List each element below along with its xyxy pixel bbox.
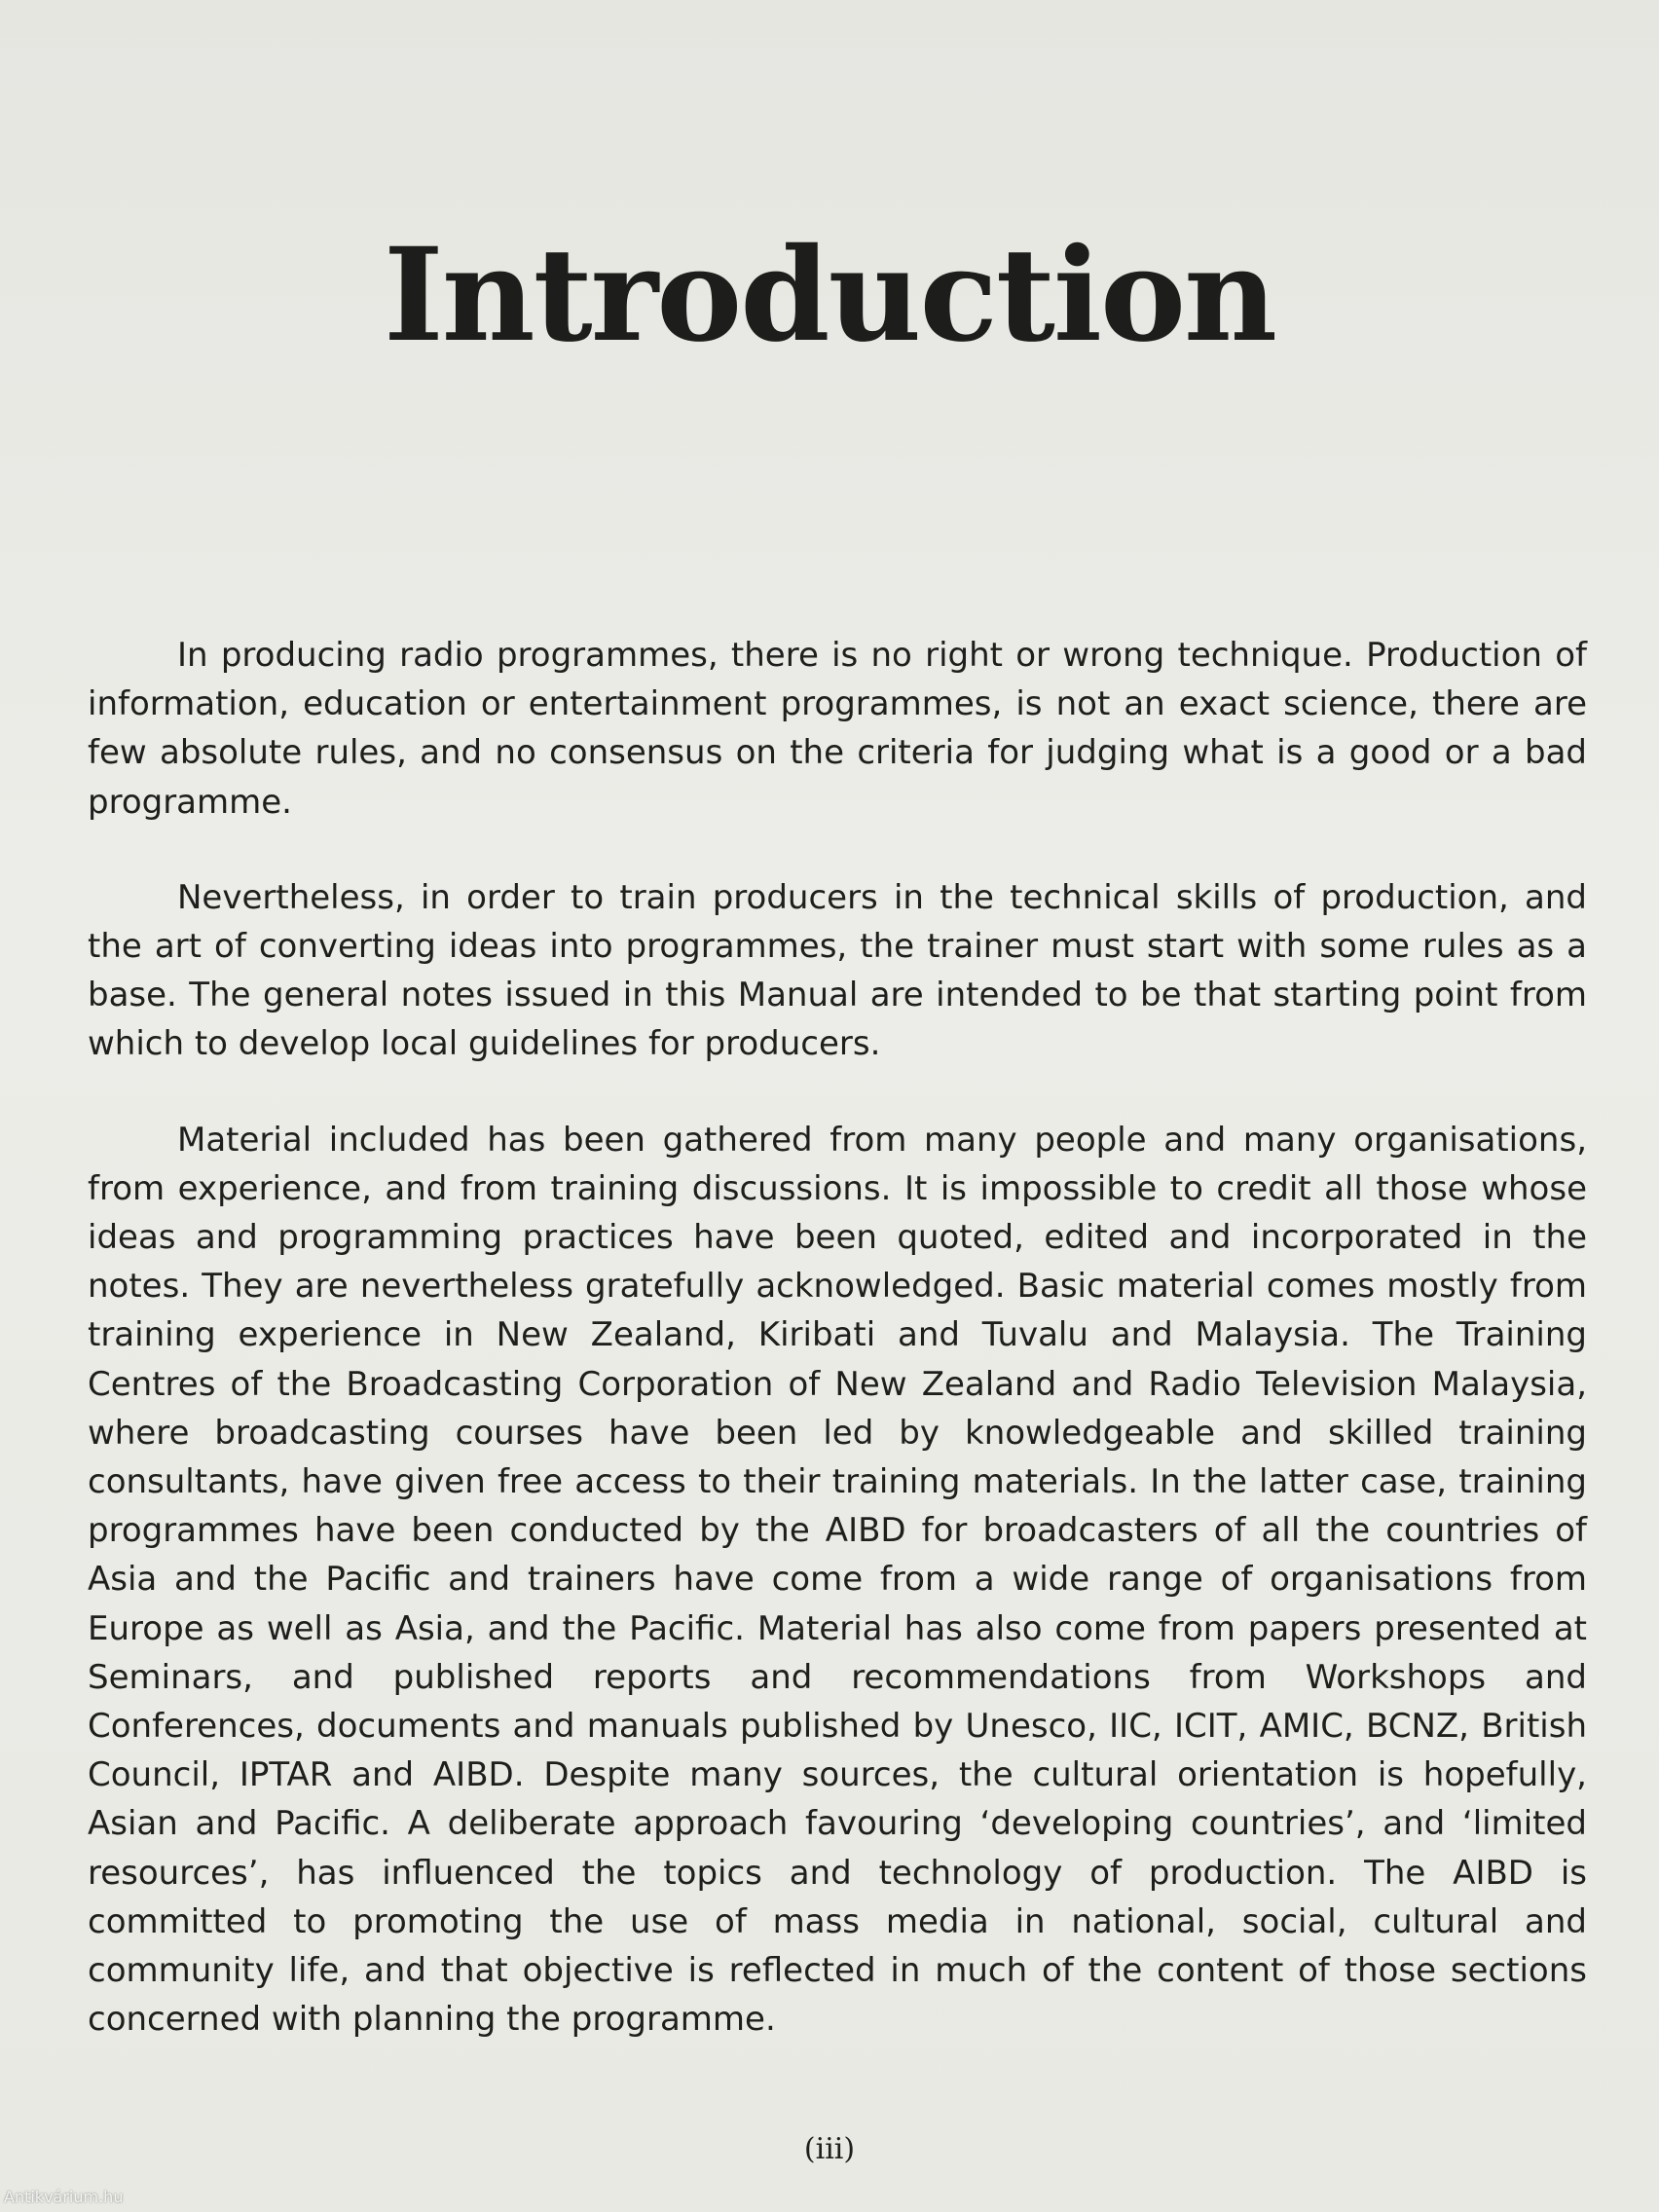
paragraph-2: Nevertheless, in order to train producers in the technical skills of production, and the art of converting ideas into programmes, the trainer must start with some rules as a base. The general notes issued in this Manual are intended to be that starting point from which to develop local guidelines for producers. [88,877,1587,1064]
watermark-text: Antikvárium.hu [4,2188,124,2206]
paragraph-3: Material included has been gathered from many people and many organisations, from experience, and from training discussions. It is impossible to credit all those whose ideas and programming practices have been quoted, edited and incorporated in the notes. They are nevertheless gratefully acknowledged. Basic material comes mostly from training experience in New Zealand, Kiribati and Tuvalu and Malaysia. The Training Centres of the Broadcasting Corporation of New Zealand and Radio Television Malaysia, where broadcasting courses have been led by knowledgeable and skilled training consultants, have given free access to their training materials. In the latter case, training programmes have been conducted by the AIBD for broadcasters of all the countries of Asia and the Pacific and trainers have come from a wide range of organisations from Europe as well as Asia, and the Pacific. Material has also come from papers presented at Seminars, and published reports and recommendations from Workshops and Conferences, documents and manuals published by Unesco, IIC, ICIT, AMIC, BCNZ, British Council, IPTAR and AIBD. Despite many sources, the cultural orientation is hopefully, Asian and Pacific. A deliberate approach favouring ‘developing countries’, and ‘limited resources’, has influenced the topics and technology of production. The AIBD is committed to promoting the use of mass media in national, social, cultural and community life, and that objective is reflected in much of the content of those sections concerned with planning the programme. [88,1120,1587,2040]
page-title: Introduction [383,220,1276,372]
body-text [88,631,1587,2044]
paragraph-1: In producing radio programmes, there is no right or wrong technique. Production of information, education or entertainment programmes, is not an exact science, there are few absolute rules, and no consensus on the criteria for judging what is a good or a bad programme. [88,636,1587,822]
page-number: (iii) [803,2132,856,2166]
